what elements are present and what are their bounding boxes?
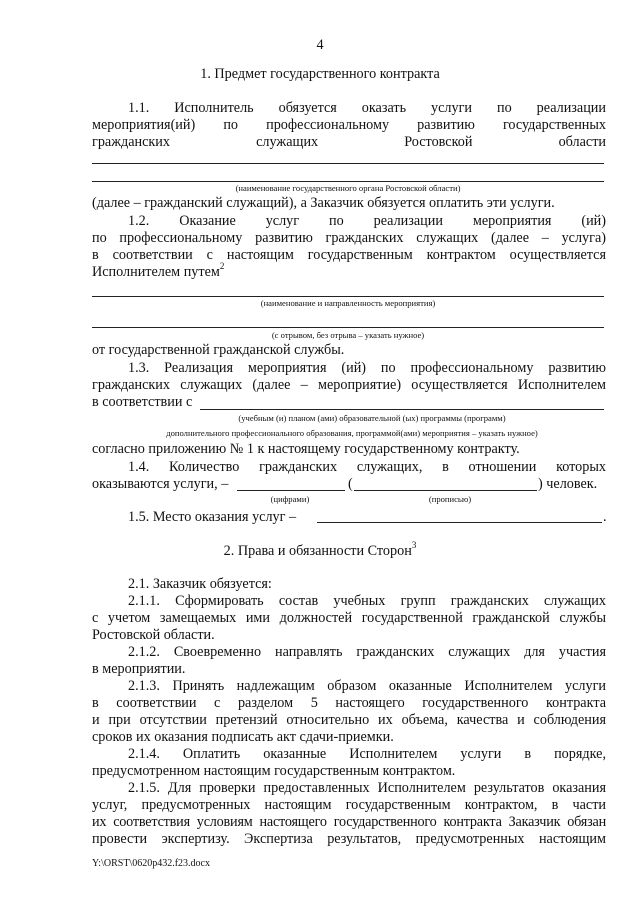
section-1-heading: 1. Предмет государственного контракта bbox=[200, 66, 440, 82]
caption-event: (наименование и направленность мероприятия) bbox=[260, 298, 436, 308]
p13-line1: 1.3. Реализация мероприятия (ий) по профессиональному развитию bbox=[128, 360, 606, 376]
p213-line1: 2.1.3. Принять надлежащим образом оказанные Исполнителем услуги bbox=[128, 678, 606, 694]
p211-line3: Ростовской области. bbox=[92, 627, 215, 643]
p11-line1: 1.1. Исполнитель обязуется оказать услуги по реализации bbox=[128, 100, 606, 116]
caption-program-1: (учебным (и) планом (ами) образовательной (ых) программы (программ) bbox=[238, 413, 506, 423]
p12-line4-text: Исполнителем путем bbox=[92, 264, 220, 280]
p15-end: . bbox=[603, 509, 607, 525]
p11-line2: мероприятия(ий) по профессиональному развитию государственных bbox=[92, 117, 606, 133]
p11-line4: (далее – гражданский служащий), а Заказчик обязуется оплатить эти услуги. bbox=[92, 195, 555, 211]
p215-line4: провести экспертизу. Экспертиза результатов, предусмотренных настоящим bbox=[92, 831, 606, 847]
p11-line3: гражданских служащих Ростовской области bbox=[92, 134, 606, 150]
section-2-heading bbox=[0, 540, 640, 560]
p13-line4: согласно приложению № 1 к настоящему государственному контракту. bbox=[92, 441, 520, 457]
p13-line3: в соответствии с bbox=[92, 394, 193, 410]
p13-line2: гражданских служащих (далее – мероприятие) осуществляется Исполнителем bbox=[92, 377, 606, 393]
count-digits-blank bbox=[237, 490, 345, 491]
caption-digits: (цифрами) bbox=[270, 494, 310, 504]
p14-line1: 1.4. Количество гражданских служащих, в отношении которых bbox=[128, 459, 606, 475]
p12-line4 bbox=[92, 261, 225, 281]
p213-line4: сроков их оказания подписать акт сдачи-приемки. bbox=[92, 729, 394, 745]
place-blank-line bbox=[317, 522, 602, 523]
section-2-heading-text: 2. Права и обязанности Сторон bbox=[223, 543, 412, 559]
p14-line2-a: оказываются услуги, – bbox=[92, 476, 229, 492]
p212-line2: в мероприятии. bbox=[92, 661, 186, 677]
event-blank-line bbox=[92, 296, 604, 297]
caption-words: (прописью) bbox=[428, 494, 472, 504]
p215-line2: услуг, предусмотренных настоящим государственным контрактом, в части bbox=[92, 797, 606, 813]
mode-blank-line bbox=[92, 327, 604, 328]
p15-text: 1.5. Место оказания услуг – bbox=[128, 509, 297, 525]
p211-line2: с учетом замещаемых ими должностей государственной гражданской службы bbox=[92, 610, 606, 626]
p21: 2.1. Заказчик обязуется: bbox=[128, 576, 272, 592]
p14-open-paren: ( bbox=[348, 476, 353, 492]
caption-program-2: дополнительного профессионального образования, программой(ами) мероприятия – указать нужное) bbox=[166, 428, 538, 438]
caption-mode: (с отрывом, без отрыва – указать нужное) bbox=[271, 330, 425, 340]
p212-line1: 2.1.2. Своевременно направлять гражданских служащих для участия bbox=[128, 644, 606, 660]
p12-line2: по профессиональному развитию гражданских служащих (далее – услуга) bbox=[92, 230, 606, 246]
footnote-ref-3: 3 bbox=[411, 540, 417, 551]
p213-line3: и при отсутствии претензий относительно их объема, качества и соблюдения bbox=[92, 712, 606, 728]
p12-line5: от государственной гражданской службы. bbox=[92, 342, 345, 358]
p215-line3: их соответствия условиям настоящего государственного контракта Заказчик обязан bbox=[92, 814, 606, 830]
p214-line2: предусмотренном настоящим государственным контрактом. bbox=[92, 763, 456, 779]
p12-line1: 1.2. Оказание услуг по реализации мероприятия (ий) bbox=[128, 213, 606, 229]
p213-line2: в соответствии с разделом 5 настоящего государственного контракта bbox=[92, 695, 606, 711]
program-blank-line bbox=[200, 409, 604, 410]
org-blank-line-2 bbox=[92, 181, 604, 182]
caption-org-name: (наименование государственного органа Ростовской области) bbox=[235, 183, 461, 193]
file-path-footer: Y:\ORST\0620p432.f23.docx bbox=[92, 858, 210, 869]
p14-line2-c: ) человек. bbox=[538, 476, 598, 492]
p12-line3: в соответствии с настоящим государственным контрактом осуществляется bbox=[92, 247, 606, 263]
footnote-ref-2: 2 bbox=[219, 261, 225, 272]
p211-line1: 2.1.1. Сформировать состав учебных групп гражданских служащих bbox=[128, 593, 606, 609]
org-blank-line-1 bbox=[92, 163, 604, 164]
count-words-blank bbox=[354, 490, 537, 491]
p214-line1: 2.1.4. Оплатить оказанные Исполнителем услуги в порядке, bbox=[128, 746, 606, 762]
page-number: 4 bbox=[316, 37, 324, 53]
p215-line1: 2.1.5. Для проверки предоставленных Исполнителем результатов оказания bbox=[128, 780, 606, 796]
